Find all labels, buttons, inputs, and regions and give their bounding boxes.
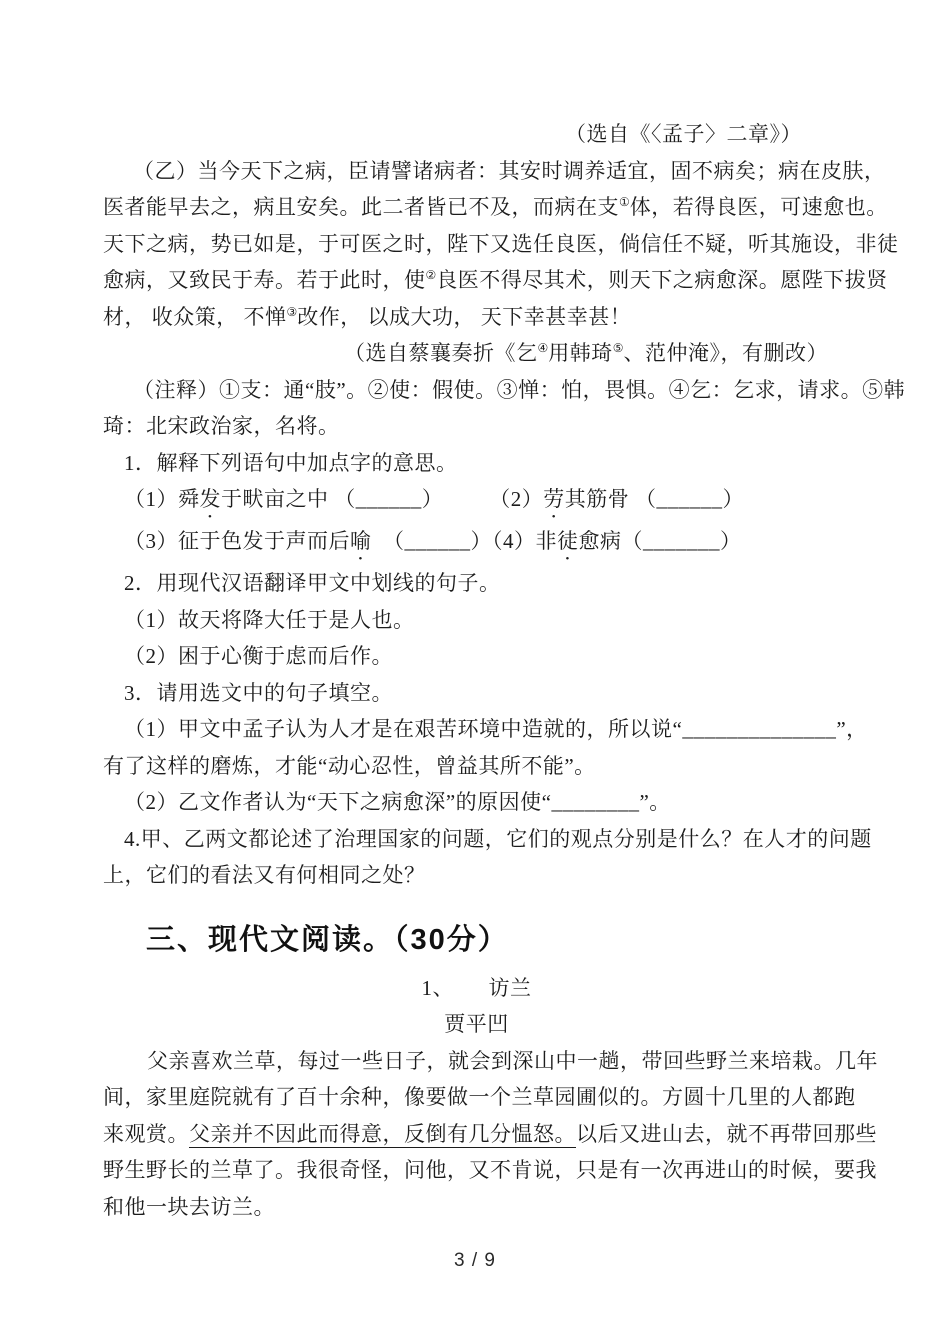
text-run: 改作， 以成大功， 天下幸甚幸甚！ <box>297 304 632 329</box>
source-attribution-yi <box>103 335 850 372</box>
text-run: 材， 收众策， 不惮 <box>103 304 287 329</box>
note-reference-superscript: ② <box>425 268 437 282</box>
question-3-item-1-line-1: （1）甲文中孟子认为人才是在艰苦环境中造就的，所以说“______________”， <box>124 717 868 741</box>
passage-yi-line-2 <box>103 189 888 226</box>
question-2-item-1: （1）故天将降大任于是人也。 <box>124 607 415 632</box>
essay-author: 贾平凹 <box>444 1012 509 1036</box>
notes-line-1: （注释）①支：通“肢”。②使：假使。③惮：怕，畏惧。④乞：乞求，请求。⑤韩 <box>133 377 906 402</box>
passage-yi-line-3: 天下之病，势已如是，于可医之时，陛下又选任良医，倘信任不疑，听其施设，非徒 <box>103 231 899 256</box>
notes-line-2: 琦：北宋政治家，名将。 <box>103 414 340 438</box>
text-run: 、范仲淹》，有删改） <box>623 341 828 365</box>
question-3-item-2: （2）乙文作者认为“天下之病愈深”的原因使“________”。 <box>124 790 671 814</box>
text-run: 良医不得尽其术，则天下之病愈深。愿陛下拔贤 <box>436 268 888 292</box>
text-run: （3）征于色发于声而后 <box>124 529 350 553</box>
text-run: 用韩琦 <box>548 341 613 365</box>
text-run: 来观赏。 <box>103 1121 189 1146</box>
passage-yi-line-4 <box>103 262 888 299</box>
emphasized-char: 徒 <box>557 529 579 553</box>
question-1-stem: 1．解释下列语句中加点字的意思。 <box>124 450 458 475</box>
page-number: 3 / 9 <box>454 1250 496 1271</box>
note-reference-superscript: ① <box>619 195 630 209</box>
question-1-items-row-1 <box>103 481 850 523</box>
question-3-item-1-line-2: 有了这样的磨炼，才能“动心忍性，曾益其所不能”。 <box>103 753 596 778</box>
emphasized-char: 劳 <box>543 487 565 511</box>
essay-title: 1、 访兰 <box>421 975 532 1000</box>
underlined-sentence: 父亲并不因此而得意，反倒有几分愠怒。 <box>189 1121 576 1146</box>
question-4-line-1: 4.甲、乙两文都论述了治理国家的问题，它们的观点分别是什么？在人才的问题 <box>124 826 872 851</box>
text-run: （选自蔡襄奏折《乞 <box>343 341 538 365</box>
text-run: 体，若得良医，可速愈也。 <box>629 195 888 219</box>
text-run: 愈病（_______） <box>578 529 742 553</box>
question-4-line-2: 上，它们的看法又有何相同之处？ <box>103 863 426 887</box>
essay-para-1-line-2: 间，家里庭院就有了百十余种，像要做一个兰草园圃似的。方圆十几里的人都跑 <box>103 1085 856 1109</box>
text-run: （1）舜 <box>124 487 200 511</box>
essay-para-1-line-5: 和他一块去访兰。 <box>103 1194 275 1219</box>
note-reference-superscript: ⑤ <box>612 341 624 355</box>
question-2-stem: 2．用现代汉语翻译甲文中划线的句子。 <box>124 571 501 595</box>
question-3-stem: 3．请用选文中的句子填空。 <box>124 680 393 705</box>
text-run: （______）（4）非 <box>371 529 557 553</box>
source-attribution-jia: （选自《〈孟子〉二章》） <box>565 122 802 146</box>
text-run: 医者能早去之，病且安矣。此二者皆已不及，而病在支 <box>103 195 619 219</box>
section-heading-modern-reading: 三、现代文阅读。（30分） <box>146 923 509 956</box>
essay-para-1-line-1: 父亲喜欢兰草，每过一些日子，就会到深山中一趟，带回些野兰来培栽。几年 <box>147 1048 878 1073</box>
essay-para-1-line-3 <box>103 1116 877 1153</box>
question-1-items-row-2 <box>103 523 850 565</box>
emphasized-char: 喻 <box>350 529 372 553</box>
text-run: 愈病，又致民于寿。若于此时，使 <box>103 268 426 292</box>
modern-reading-section <box>103 920 878 1226</box>
passage-yi-line-5 <box>103 299 850 336</box>
text-run: 于畎亩之中 （______） （2） <box>221 487 544 511</box>
question-2-item-2: （2）困于心衡于虑而后作。 <box>124 644 393 668</box>
classical-reading-section <box>103 116 906 894</box>
emphasized-char: 发 <box>199 487 221 511</box>
note-reference-superscript: ③ <box>286 304 298 319</box>
note-reference-superscript: ④ <box>537 341 549 355</box>
text-run: 其筋骨 （______） <box>564 487 744 511</box>
text-run: 以后又进山去，就不再带回那些 <box>576 1121 877 1146</box>
essay-para-1-line-4: 野生野长的兰草了。我很奇怪，问他，又不肯说，只是有一次再进山的时候，要我 <box>103 1158 877 1182</box>
passage-yi-line-1: （乙）当今天下之病，臣请譬诸病者：其安时调养适宜，固不病矣；病在皮肤， <box>133 158 886 183</box>
